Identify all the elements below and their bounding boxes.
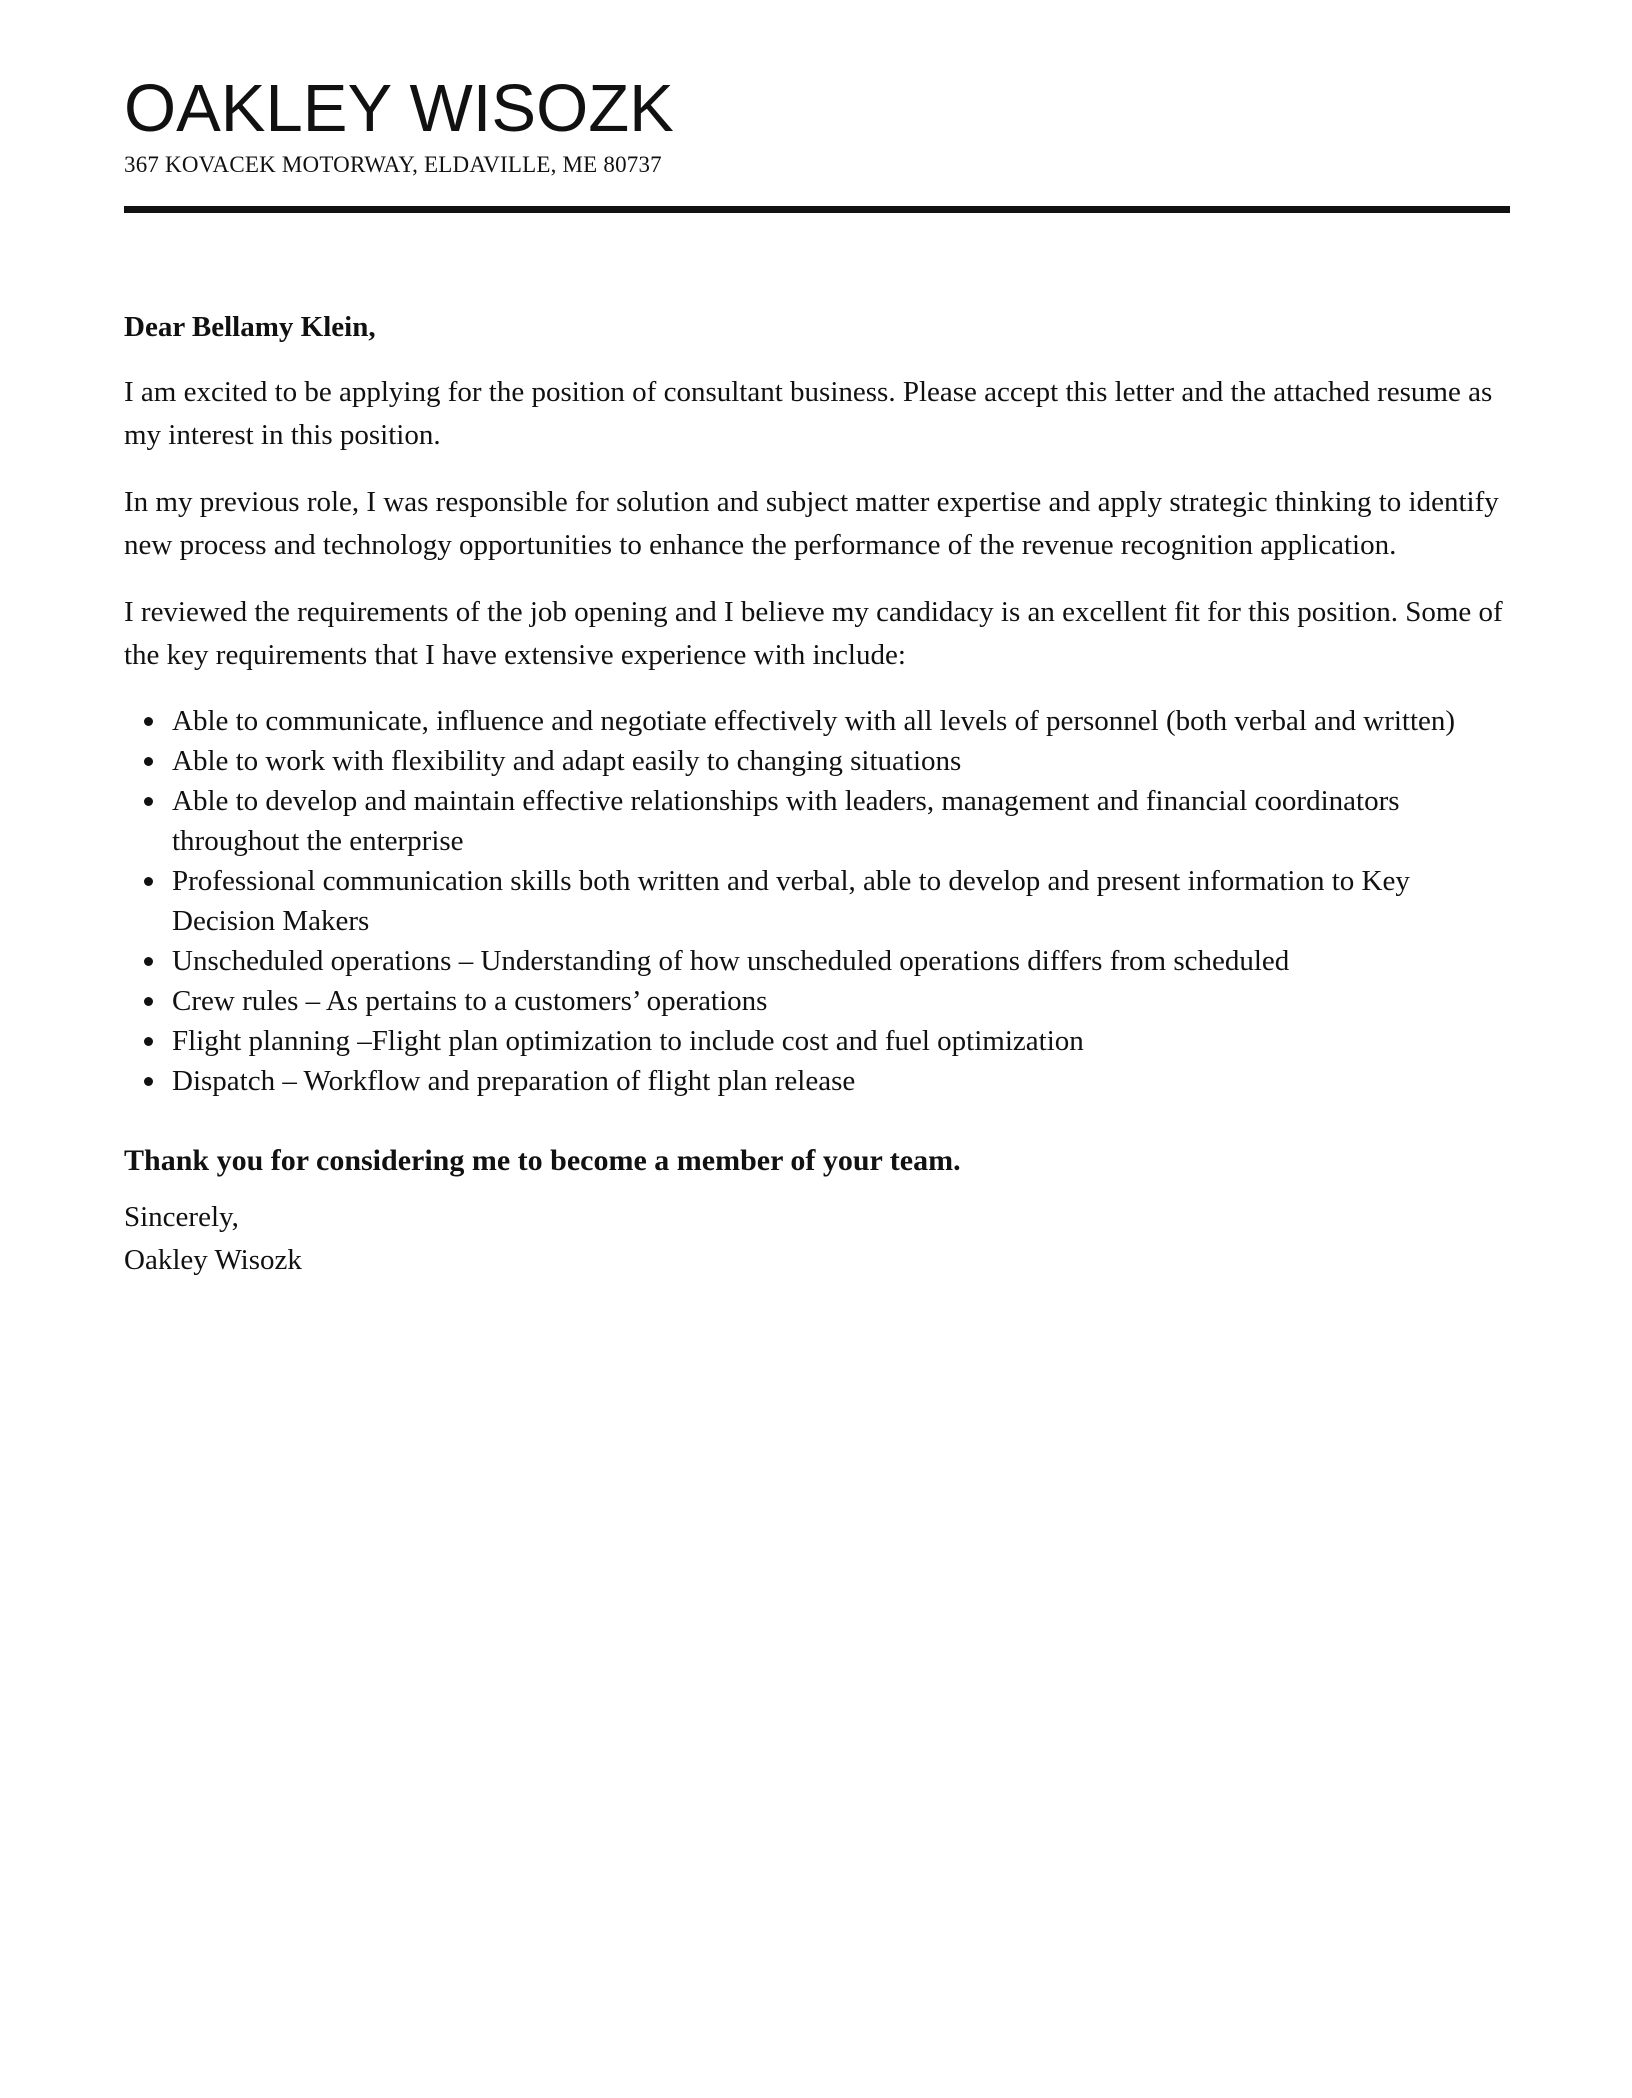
header-divider [124,206,1510,213]
applicant-address: 367 KOVACEK MOTORWAY, ELDAVILLE, ME 80737 [124,152,662,177]
bullet-icon [144,1077,153,1086]
list-item [124,741,1510,781]
bullet-icon [144,957,153,966]
salutation: Dear Bellamy Klein, [124,311,376,343]
list-item-text: Unscheduled operations – Understanding of how unscheduled operations differs from scheduled [172,945,1290,977]
bullet-icon [144,877,153,886]
list-item [124,701,1510,741]
list-item-text: Able to communicate, influence and negotiate effectively with all levels of personnel (both verbal and written) [172,705,1456,737]
paragraph-intro: I am excited to be applying for the position of consultant business. Please accept this letter and the attached resume as my interest in this position. [124,376,1493,451]
list-item-text: Able to develop and maintain effective relationships with leaders, management and financial coordinators throughout the enterprise [172,785,1400,857]
bullet-icon [144,1037,153,1046]
list-item [124,981,1510,1021]
applicant-name: OAKLEY WISOZK [124,71,674,146]
list-item-text: Professional communication skills both written and verbal, able to develop and present information to Key Decision Makers [172,865,1410,937]
paragraph-previous-role: In my previous role, I was responsible for solution and subject matter expertise and apply strategic thinking to identify new process and technology opportunities to enhance the performance of the revenue recognition application. [124,486,1499,561]
list-item-text: Flight planning –Flight plan optimization to include cost and fuel optimization [172,1025,1084,1057]
bullet-icon [144,717,153,726]
bullet-icon [144,757,153,766]
letter-body [124,306,1510,1282]
list-item-text: Able to work with flexibility and adapt easily to changing situations [172,745,962,777]
closing-statement: Thank you for considering me to become a member of your team. [124,1144,961,1177]
paragraph-requirements: I reviewed the requirements of the job opening and I believe my candidacy is an excellent fit for this position. Some of the key requirements that I have extensive experience with include: [124,596,1503,671]
list-item [124,1061,1510,1101]
list-item-text: Dispatch – Workflow and preparation of flight plan release [172,1065,856,1097]
signature-name: Oakley Wisozk [124,1244,302,1276]
valediction: Sincerely, [124,1201,239,1233]
list-item [124,941,1510,981]
list-item [124,1021,1510,1061]
requirements-list [124,701,1510,1101]
bullet-icon [144,997,153,1006]
list-item-text: Crew rules – As pertains to a customers’ operations [172,985,768,1017]
list-item [124,781,1510,861]
list-item [124,861,1510,941]
bullet-icon [144,797,153,806]
